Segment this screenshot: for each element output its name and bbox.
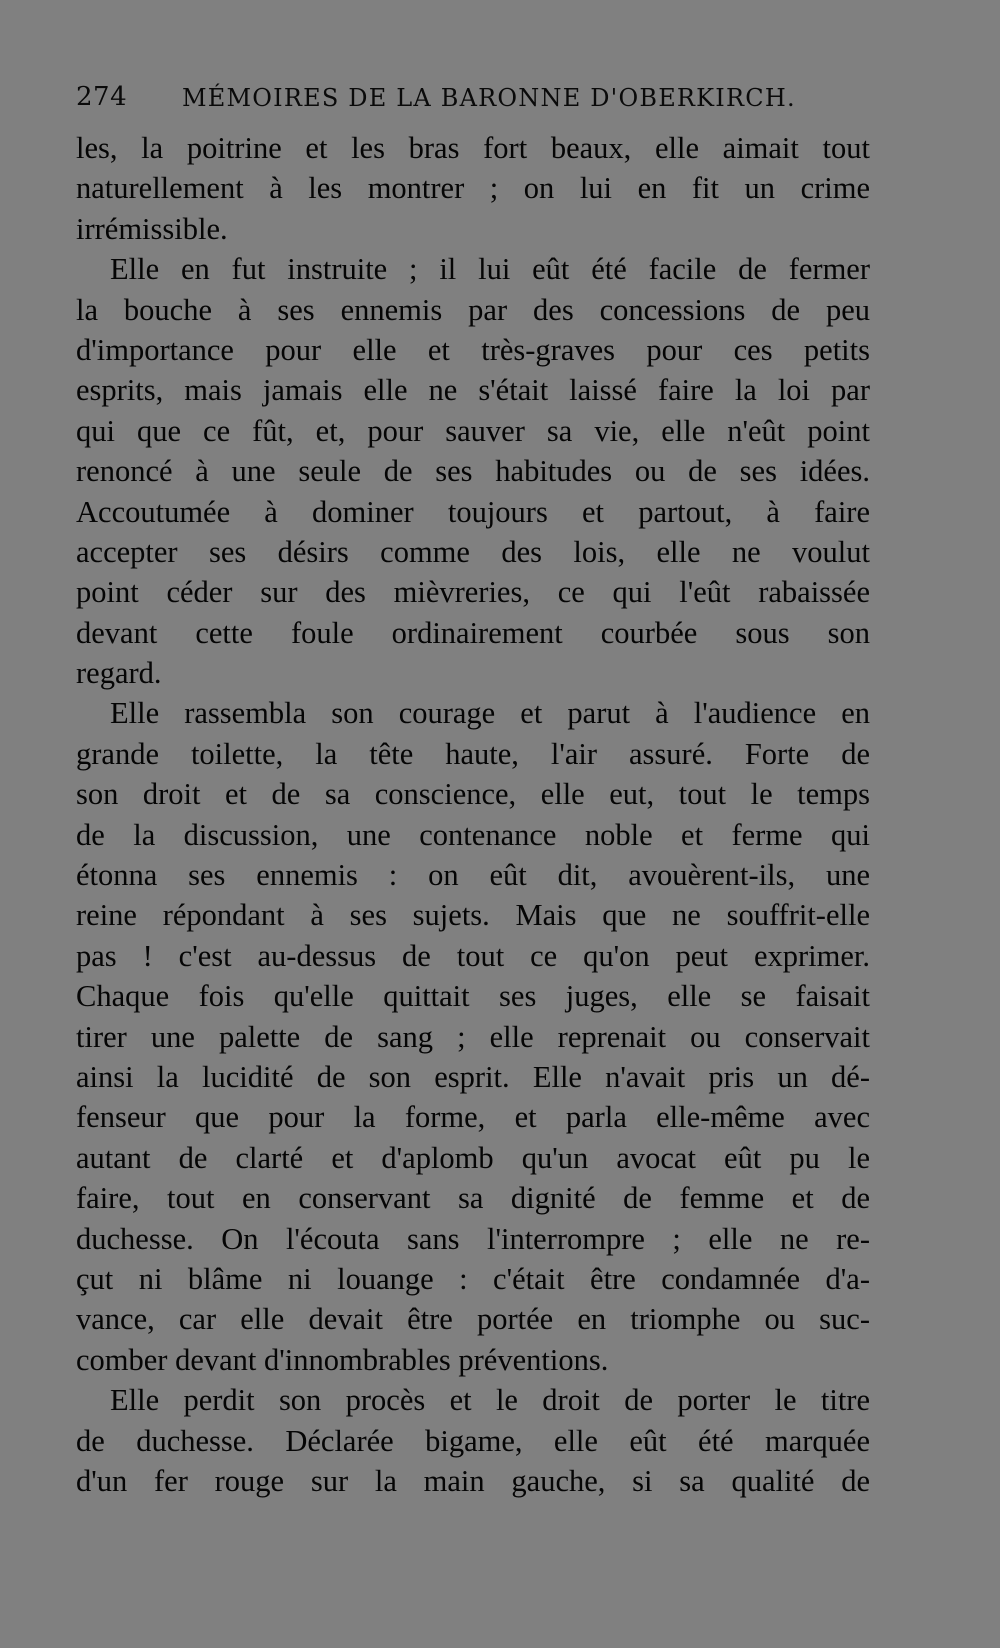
text-line: pas ! c'est au-dessus de tout ce qu'on peut exprimer. (76, 938, 870, 973)
text-line: qui que ce fût, et, pour sauver sa vie, elle n'eût point (76, 413, 870, 448)
page-number: 274 (76, 82, 128, 112)
text-line: duchesse. On l'écouta sans l'interrompre ; elle ne re- (76, 1221, 870, 1256)
body-text (76, 128, 870, 1501)
text-line: fenseur que pour la forme, et parla elle-même avec (76, 1100, 870, 1135)
text-line: Elle rassembla son courage et parut à l'audience en (110, 696, 870, 731)
text-line: Elle en fut instruite ; il lui eût été facile de fermer (110, 252, 870, 287)
text-line: point céder sur des mièvreries, ce qui l'eût rabaissée (76, 575, 870, 610)
text-line: Accoutumée à dominer toujours et partout, à faire (76, 494, 870, 529)
text-line: naturellement à les montrer ; on lui en fit un crime (76, 171, 870, 206)
text-line: irrémissible. (76, 211, 228, 246)
text-line: étonna ses ennemis : on eût dit, avouèrent-ils, une (76, 858, 870, 893)
running-head (76, 78, 866, 118)
text-line: de duchesse. Déclarée bigame, elle eût été marquée (76, 1423, 870, 1458)
text-line: devant cette foule ordinairement courbée sous son (76, 615, 870, 650)
text-line: son droit et de sa conscience, elle eut, tout le temps (76, 777, 870, 812)
text-line: renoncé à une seule de ses habitudes ou de ses idées. (76, 454, 870, 489)
text-line: la bouche à ses ennemis par des concessions de peu (76, 292, 870, 327)
running-title: MÉMOIRES DE LA BARONNE D'OBERKIRCH. (182, 84, 796, 112)
text-line: d'un fer rouge sur la main gauche, si sa qualité de (76, 1463, 870, 1498)
text-line: Chaque fois qu'elle quittait ses juges, elle se faisait (76, 979, 870, 1014)
text-line: de la discussion, une contenance noble et ferme qui (76, 817, 870, 852)
text-line: ainsi la lucidité de son esprit. Elle n'avait pris un dé- (76, 1059, 870, 1094)
text-line: vance, car elle devait être portée en triomphe ou suc- (76, 1302, 870, 1337)
text-line: autant de clarté et d'aplomb qu'un avocat eût pu le (76, 1140, 870, 1175)
text-line: çut ni blâme ni louange : c'était être condamnée d'a- (76, 1261, 870, 1296)
text-line: esprits, mais jamais elle ne s'était laissé faire la loi par (76, 373, 870, 408)
text-line: les, la poitrine et les bras fort beaux, elle aimait tout (76, 131, 870, 165)
text-line: Elle perdit son procès et le droit de porter le titre (110, 1383, 870, 1418)
text-line: tirer une palette de sang ; elle reprenait ou conservait (76, 1019, 870, 1054)
text-line: faire, tout en conservant sa dignité de femme et de (76, 1181, 870, 1216)
text-line: accepter ses désirs comme des lois, elle ne voulut (76, 534, 870, 569)
text-line: grande toilette, la tête haute, l'air assuré. Forte de (76, 736, 870, 771)
text-line: d'importance pour elle et très-graves pour ces petits (76, 332, 870, 367)
text-line: comber devant d'innombrables préventions. (76, 1342, 609, 1377)
text-line: regard. (76, 656, 162, 691)
text-line: reine répondant à ses sujets. Mais que ne souffrit-elle (76, 898, 870, 933)
